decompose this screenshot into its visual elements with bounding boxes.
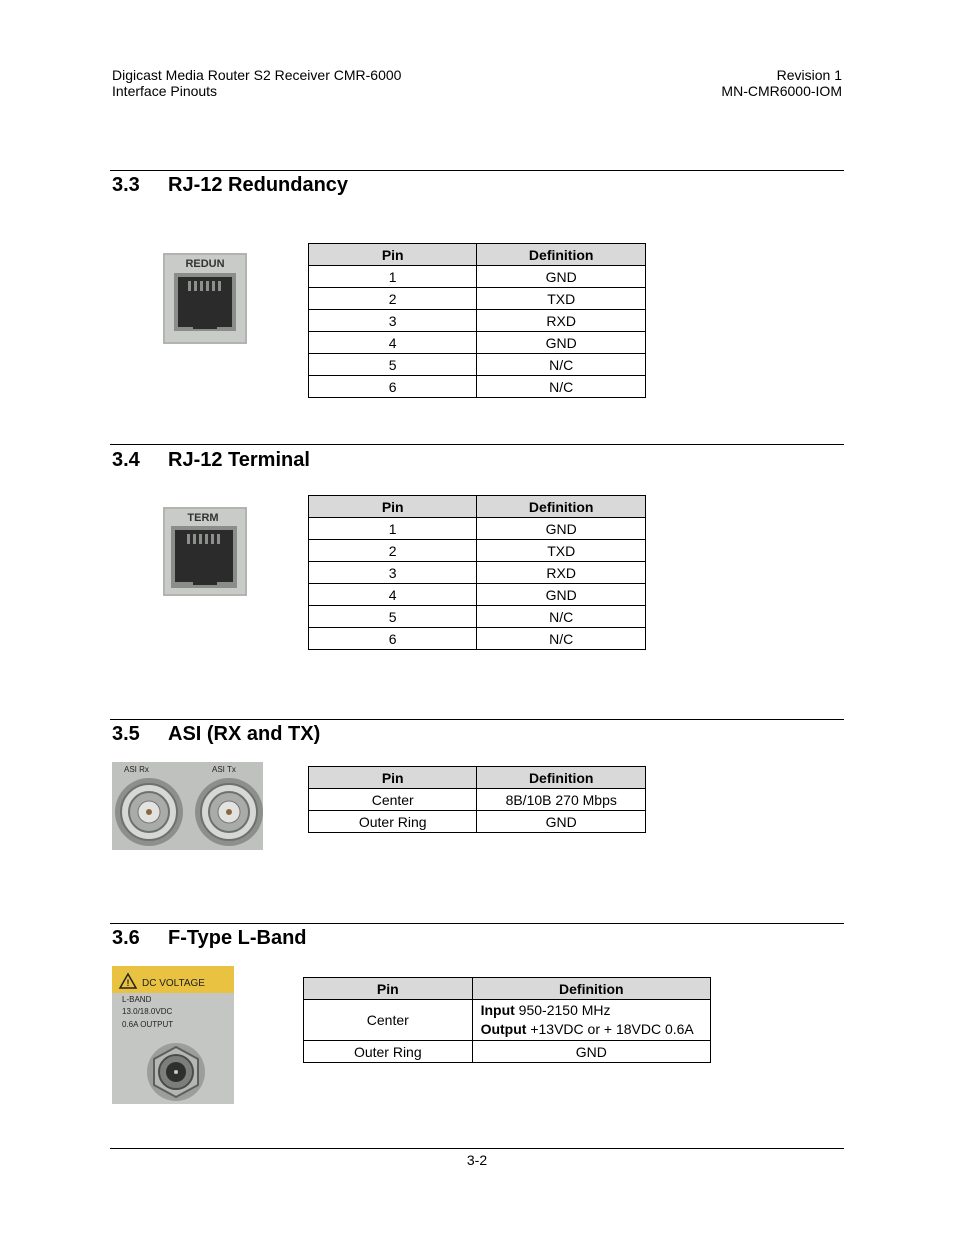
table-header-row	[309, 496, 646, 518]
document-title: Digicast Media Router S2 Receiver CMR-6000	[112, 67, 402, 83]
pin-cell: 6	[309, 628, 477, 650]
section-heading-3-6: 3.6 F-Type L-Band	[112, 927, 307, 949]
table-row	[309, 310, 646, 332]
pin-cell: 4	[309, 584, 477, 606]
pin-cell: Outer Ring	[309, 811, 477, 833]
input-line: Input 950-2150 MHz	[480, 1002, 611, 1018]
definition-cell: TXD	[477, 288, 646, 310]
section-heading-3-4: 3.4 RJ-12 Terminal	[112, 449, 310, 471]
svg-text:!: !	[126, 978, 130, 988]
pin-cell: 6	[309, 376, 477, 398]
pin-cell: 1	[309, 266, 477, 288]
section-divider	[110, 444, 844, 445]
pin-cell: 3	[309, 562, 477, 584]
definition-cell: GND	[477, 332, 646, 354]
table-header-row	[309, 767, 646, 789]
asi-bnc-connectors-photo	[112, 762, 263, 850]
table-row	[309, 332, 646, 354]
definition-cell: 8B/10B 270 Mbps	[477, 789, 646, 811]
column-header-definition: Definition	[477, 496, 646, 518]
table-row	[309, 540, 646, 562]
output-line: Output +13VDC or + 18VDC 0.6A	[480, 1021, 694, 1037]
pin-cell: 2	[309, 288, 477, 310]
asi-pinout-table	[308, 766, 646, 833]
pin-cell: 4	[309, 332, 477, 354]
table-row	[309, 789, 646, 811]
table-header-row	[304, 978, 711, 1000]
voltage-label: 13.0/18.0VDC	[122, 1007, 173, 1016]
asi-tx-label: ASI Tx	[212, 765, 236, 774]
lband-pinout-table	[303, 977, 711, 1063]
pin-cell: 5	[309, 606, 477, 628]
column-header-pin: Pin	[309, 767, 477, 789]
document-number: MN-CMR6000-IOM	[721, 83, 842, 99]
rj12-redun-port-photo	[163, 253, 247, 344]
column-header-pin: Pin	[309, 496, 477, 518]
term-pinout-table	[308, 495, 646, 650]
pin-cell: 3	[309, 310, 477, 332]
table-row	[309, 562, 646, 584]
table-header-row	[309, 244, 646, 266]
table-row	[309, 266, 646, 288]
dc-voltage-label: DC VOLTAGE	[142, 978, 205, 989]
column-header-definition: Definition	[472, 978, 710, 1000]
definition-cell	[472, 1000, 710, 1041]
pin-cell: 1	[309, 518, 477, 540]
table-row	[304, 1000, 711, 1041]
asi-rx-label: ASI Rx	[124, 765, 149, 774]
footer-divider	[110, 1148, 844, 1149]
column-header-pin: Pin	[309, 244, 477, 266]
port-label: TERM	[187, 512, 219, 524]
header-right	[721, 67, 842, 99]
section-divider	[110, 923, 844, 924]
definition-cell: GND	[477, 584, 646, 606]
column-header-definition: Definition	[477, 244, 646, 266]
definition-cell: GND	[477, 811, 646, 833]
column-header-definition: Definition	[477, 767, 646, 789]
f-type-lband-connector-photo	[112, 966, 234, 1104]
definition-cell: TXD	[477, 540, 646, 562]
table-row	[309, 288, 646, 310]
definition-cell: RXD	[477, 562, 646, 584]
rj12-term-port-photo	[163, 507, 247, 596]
redun-pinout-table	[308, 243, 646, 398]
table-row	[309, 518, 646, 540]
table-row	[309, 606, 646, 628]
definition-cell: GND	[477, 518, 646, 540]
section-heading-3-3: 3.3 RJ-12 Redundancy	[112, 174, 349, 196]
definition-cell: N/C	[477, 606, 646, 628]
pin-cell: 2	[309, 540, 477, 562]
definition-cell: RXD	[477, 310, 646, 332]
definition-cell: GND	[477, 266, 646, 288]
definition-cell: N/C	[477, 354, 646, 376]
header-left	[112, 67, 401, 99]
page-number: 3-2	[466, 1152, 488, 1168]
pin-cell: Center	[304, 1000, 473, 1041]
column-header-pin: Pin	[304, 978, 473, 1000]
output-label: 0.6A OUTPUT	[122, 1020, 174, 1029]
lband-label: L-BAND	[122, 995, 152, 1004]
pin-cell: 5	[309, 354, 477, 376]
section-divider	[110, 719, 844, 720]
definition-cell: N/C	[477, 376, 646, 398]
port-label: REDUN	[185, 258, 225, 270]
definition-cell: GND	[472, 1041, 710, 1063]
table-row	[309, 628, 646, 650]
table-row	[304, 1041, 711, 1063]
pin-cell: Center	[309, 789, 477, 811]
table-row	[309, 811, 646, 833]
chapter-title: Interface Pinouts	[112, 83, 218, 99]
table-row	[309, 354, 646, 376]
pin-cell: Outer Ring	[304, 1041, 473, 1063]
definition-cell: N/C	[477, 628, 646, 650]
bnc-tx-connector	[195, 778, 263, 846]
table-row	[309, 584, 646, 606]
section-heading-3-5: 3.5 ASI (RX and TX)	[112, 723, 321, 745]
f-type-connector	[147, 1043, 205, 1101]
table-row	[309, 376, 646, 398]
bnc-rx-connector	[115, 778, 183, 846]
revision-label: Revision 1	[776, 67, 842, 83]
section-divider	[110, 170, 844, 171]
